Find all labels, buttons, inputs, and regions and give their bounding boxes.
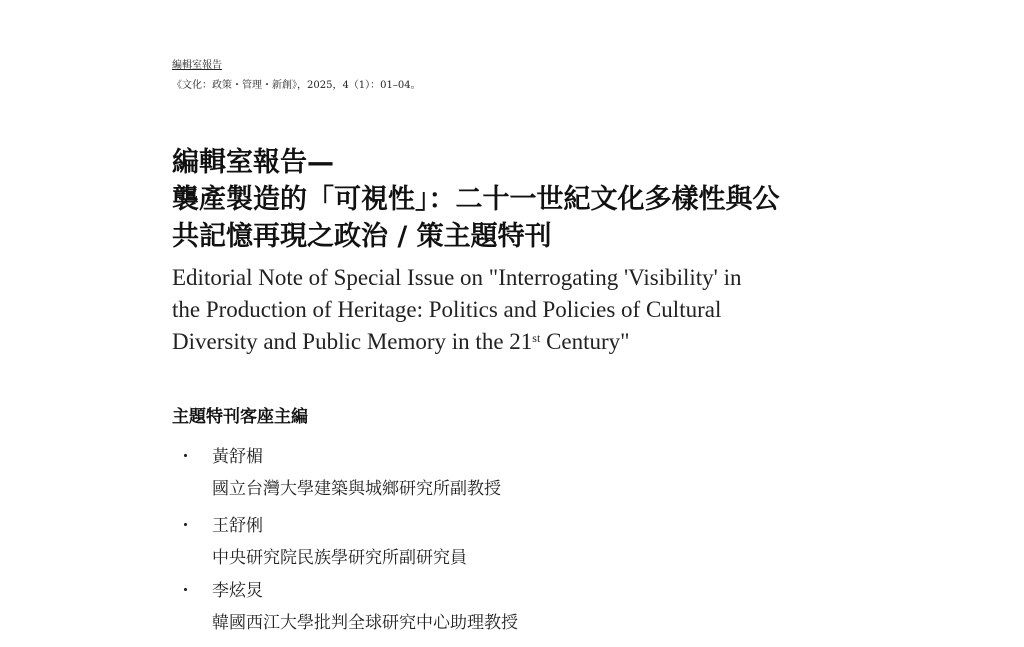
editor-affiliation: 中央研究院民族學研究所副研究員	[212, 548, 467, 568]
editor-affiliation: 韓國西江大學批判全球研究中心助理教授	[212, 613, 518, 633]
editor-name: 李炫炅	[212, 581, 263, 601]
editor-name: 王舒俐	[212, 516, 263, 536]
bullet: ・	[177, 581, 194, 601]
chinese-title-line-1: 編輯室報告—	[172, 147, 334, 178]
ordinal-suffix: st	[532, 331, 541, 345]
chinese-title	[172, 144, 862, 255]
english-title	[172, 262, 862, 358]
section-tag: 編輯室報告	[172, 60, 222, 71]
editor-name: 黃舒楣	[212, 447, 263, 467]
citation-line: 《文化：政策・管理・新創》，2025，4（1）：01–04。	[172, 80, 421, 91]
english-title-line-2: the Production of Heritage: Politics and Policies of Cultural	[172, 297, 722, 322]
chinese-title-line-3: 共記憶再現之政治 / 策主題特刊	[172, 221, 552, 252]
english-title-line-1: Editorial Note of Special Issue on "Interrogating 'Visibility' in	[172, 265, 742, 290]
bullet: ・	[177, 447, 194, 467]
english-title-line-3-text: Diversity and Public Memory in the 21	[172, 329, 533, 354]
editor-affiliation: 國立台灣大學建築與城鄉研究所副教授	[212, 479, 501, 499]
english-title-line-3	[172, 326, 862, 358]
guest-editors-heading: 主題特刊客座主編	[172, 407, 308, 427]
english-title-line-3-end: Century"	[540, 329, 630, 354]
bullet: ・	[177, 516, 194, 536]
chinese-title-line-2: 襲產製造的「可視性」：二十一世紀文化多樣性與公	[172, 184, 780, 215]
